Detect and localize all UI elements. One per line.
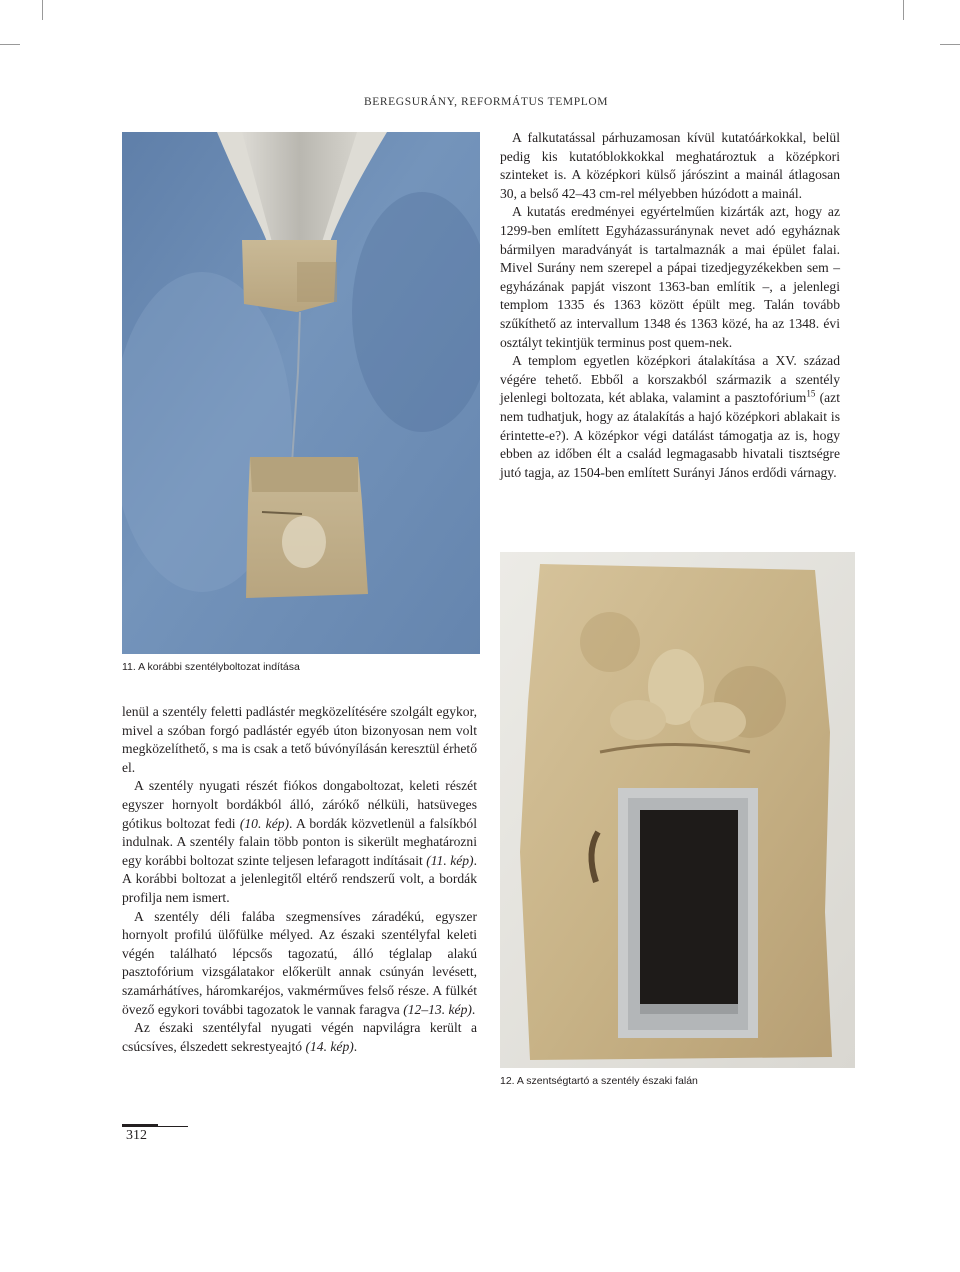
body-text-left-column	[122, 703, 477, 1056]
figure-reference[interactable]: (10. kép)	[239, 815, 290, 831]
paragraph: A szentély déli falába szegmensíves záradékú, egyszer hornyolt profilú ülőfülke mélyed. Az északi szentélyfal keleti végén található lépcsős tagozatú, álló téglalap alakú pasztofórium vizsgálatakor előkerült annak csúnyán levésett, szamárhátíves, háromkaréjos, vakmérműves felső része. A fülkét övező egykori további tagozatok le vannak faragva (12–13. kép).	[122, 908, 477, 1017]
figure-12-photo	[500, 552, 855, 1068]
figure-reference[interactable]: (14. kép)	[305, 1038, 354, 1054]
paragraph: A falkutatással párhuzamosan kívül kutatóárkokkal, belül pedig kis kutatóblokkokkal meghatároztuk a középkori szinteket is. A középkori külső járószint a mainál átlagosan 30, a belső 42–43 cm-rel mélyebben húzódott a mainál.	[500, 130, 840, 201]
figure-reference[interactable]: (11. kép)	[426, 852, 474, 868]
folio-rule	[122, 1126, 188, 1127]
vault-springer-image	[122, 132, 480, 654]
paragraph: Az északi szentélyfal nyugati végén napvilágra került a csúcsíves, élszedett sekrestyeajtó (14. kép).	[122, 1020, 477, 1054]
page-number: 312	[126, 1128, 147, 1143]
crop-mark	[940, 44, 960, 59]
paragraph: A kutatás eredményei egyértelműen kizárták azt, hogy az 1299-ben említett Egyházassuránynak nevet adó egyháznak bármilyen maradványát is tartalmaznák a mai épület falai. Mivel Surány nem szerepel a pápai tizedjegyzékekben sem – egyházának papját viszont 1363-ban említik –, a jelenlegi templom 1335 és 1363 között épült meg. Talán tovább szűkíthető az intervallum 1348 és 1363 közé, ha az 1348. évi osztályt tekintjük terminus post quem-nek.	[500, 204, 840, 350]
figure-11-photo	[122, 132, 480, 654]
crop-mark	[0, 44, 20, 59]
crop-mark	[903, 0, 918, 20]
pastophorium-image	[500, 552, 855, 1068]
footnote-ref[interactable]: 15	[806, 388, 816, 399]
paragraph: lenül a szentély feletti padlástér megközelítésére szolgált egykor, mivel a szóban forgó padlástér egyéb úton bizonyosan nem volt megközelíthető, s ma is csak a tető búvónyílásán keresztül érhető el.	[122, 704, 477, 775]
figure-reference[interactable]: (12–13. kép)	[403, 1001, 472, 1017]
paragraph: A szentély nyugati részét fiókos dongaboltozat, keleti részét egyszer hornyolt bordákból álló, zárókő nélküli, hatsüveges gótikus boltozat fedi (10. kép). A bordák közvetlenül a falsíkból indulnak. A szentély falain több ponton is sikerült meghatározni egy korábbi boltozat szinte teljesen lefaragott indításait (11. kép). A korábbi boltozat a jelenlegitől eltérő rendszerű volt, a bordák profilja nem ismert.	[122, 778, 477, 905]
paragraph: A templom egyetlen középkori átalakítása a XV. század végére tehető. Ebből a korszakból származik a szentély jelenlegi boltozata, két ablaka, valamint a pasztofórium$^{15}$ (azt nem tudhatjuk, hogy az átalakítás a hajó középkori ablakait is érintette-e?). A középkor végi datálást támogatja az is, hogy ebben az időben élt a család legmagasabb hivatali tisztségre jutó tagja, az 1504-ben említett Surányi János erdődi várnagy.	[500, 353, 840, 480]
body-text-right-column	[500, 129, 840, 482]
running-head: BEREGSURÁNY, REFORMÁTUS TEMPLOM	[364, 96, 609, 108]
figure-11-caption: 11. A korábbi szentélyboltozat indítása	[122, 661, 300, 673]
crop-mark	[42, 0, 57, 20]
figure-12-caption: 12. A szentségtartó a szentély északi falán	[500, 1075, 698, 1087]
